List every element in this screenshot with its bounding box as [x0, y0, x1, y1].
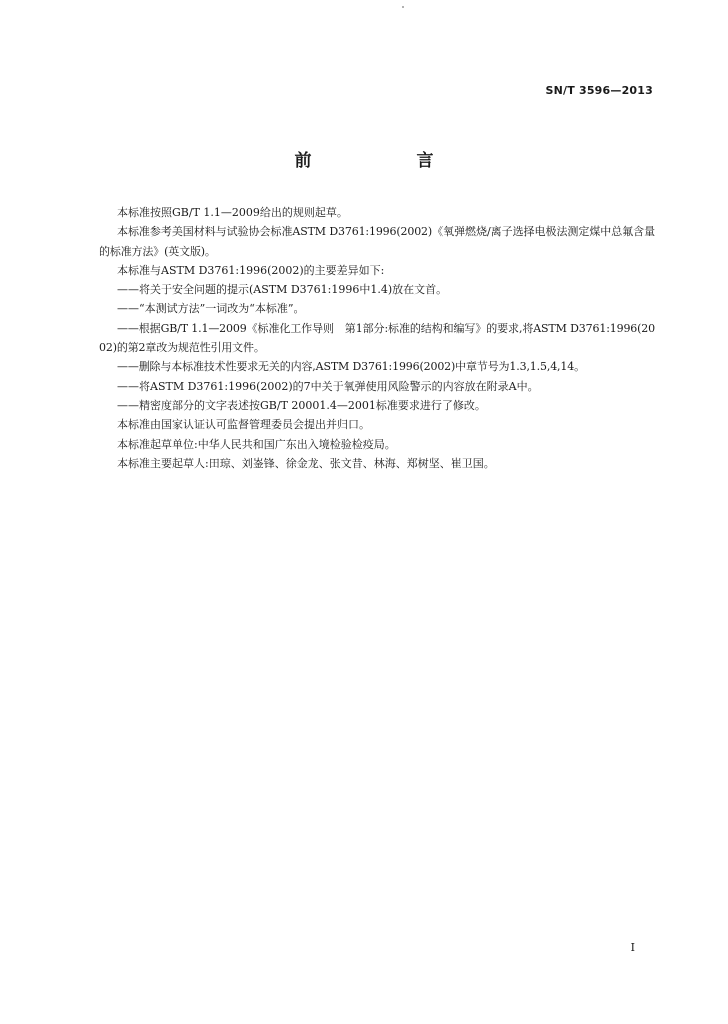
list-item-difference: ——精密度部分的文字表述按GB/T 20001.4—2001标准要求进行了修改。	[117, 398, 486, 412]
page-number: I	[630, 941, 635, 954]
paragraph-reference-standard: 本标准参考美国材料与试验协会标准ASTM D3761:1996(2002)《氧弹燃烧/离子选择电极法测定煤中总氟含量的标准方法》(英文版)。	[99, 225, 655, 258]
list-item-difference: ——删除与本标准技术性要求无关的内容,ASTM D3761:1996(2002)中章节号为1.3,1.5,4,14。	[117, 360, 585, 374]
paragraph-drafters: 本标准主要起草人:田琼、刘崟锋、徐金龙、张文昔、林海、郑树坚、崔卫国。	[117, 456, 495, 470]
list-item-difference: ——将关于安全问题的提示(ASTM D3761:1996中1.4)放在文首。	[117, 283, 448, 297]
list-item-difference: ——“本测试方法”一词改为“本标准”。	[117, 302, 305, 316]
paragraph-drafting-unit: 本标准起草单位:中华人民共和国广东出入境检验检疫局。	[117, 437, 396, 451]
foreword-body	[99, 203, 655, 473]
standard-code: SN/T 3596—2013	[545, 84, 653, 97]
page-title: 前 言	[294, 151, 478, 171]
list-item-difference: ——根据GB/T 1.1—2009《标准化工作导则 第1部分:标准的结构和编写》的要求,将ASTM D3761:1996(2002)的第2章改为规范性引用文件。	[99, 321, 655, 355]
list-item-difference: ——将ASTM D3761:1996(2002)的7中关于氧弹使用风险警示的内容放在附录A中。	[117, 379, 539, 393]
paragraph-differences-intro: 本标准与ASTM D3761:1996(2002)的主要差异如下:	[117, 263, 385, 277]
paragraph-proposed-by: 本标准由国家认证认可监督管理委员会提出并归口。	[117, 418, 370, 432]
scan-speck	[402, 6, 404, 8]
paragraph-drafting-rules: 本标准按照GB/T 1.1—2009给出的规则起草。	[117, 206, 348, 219]
